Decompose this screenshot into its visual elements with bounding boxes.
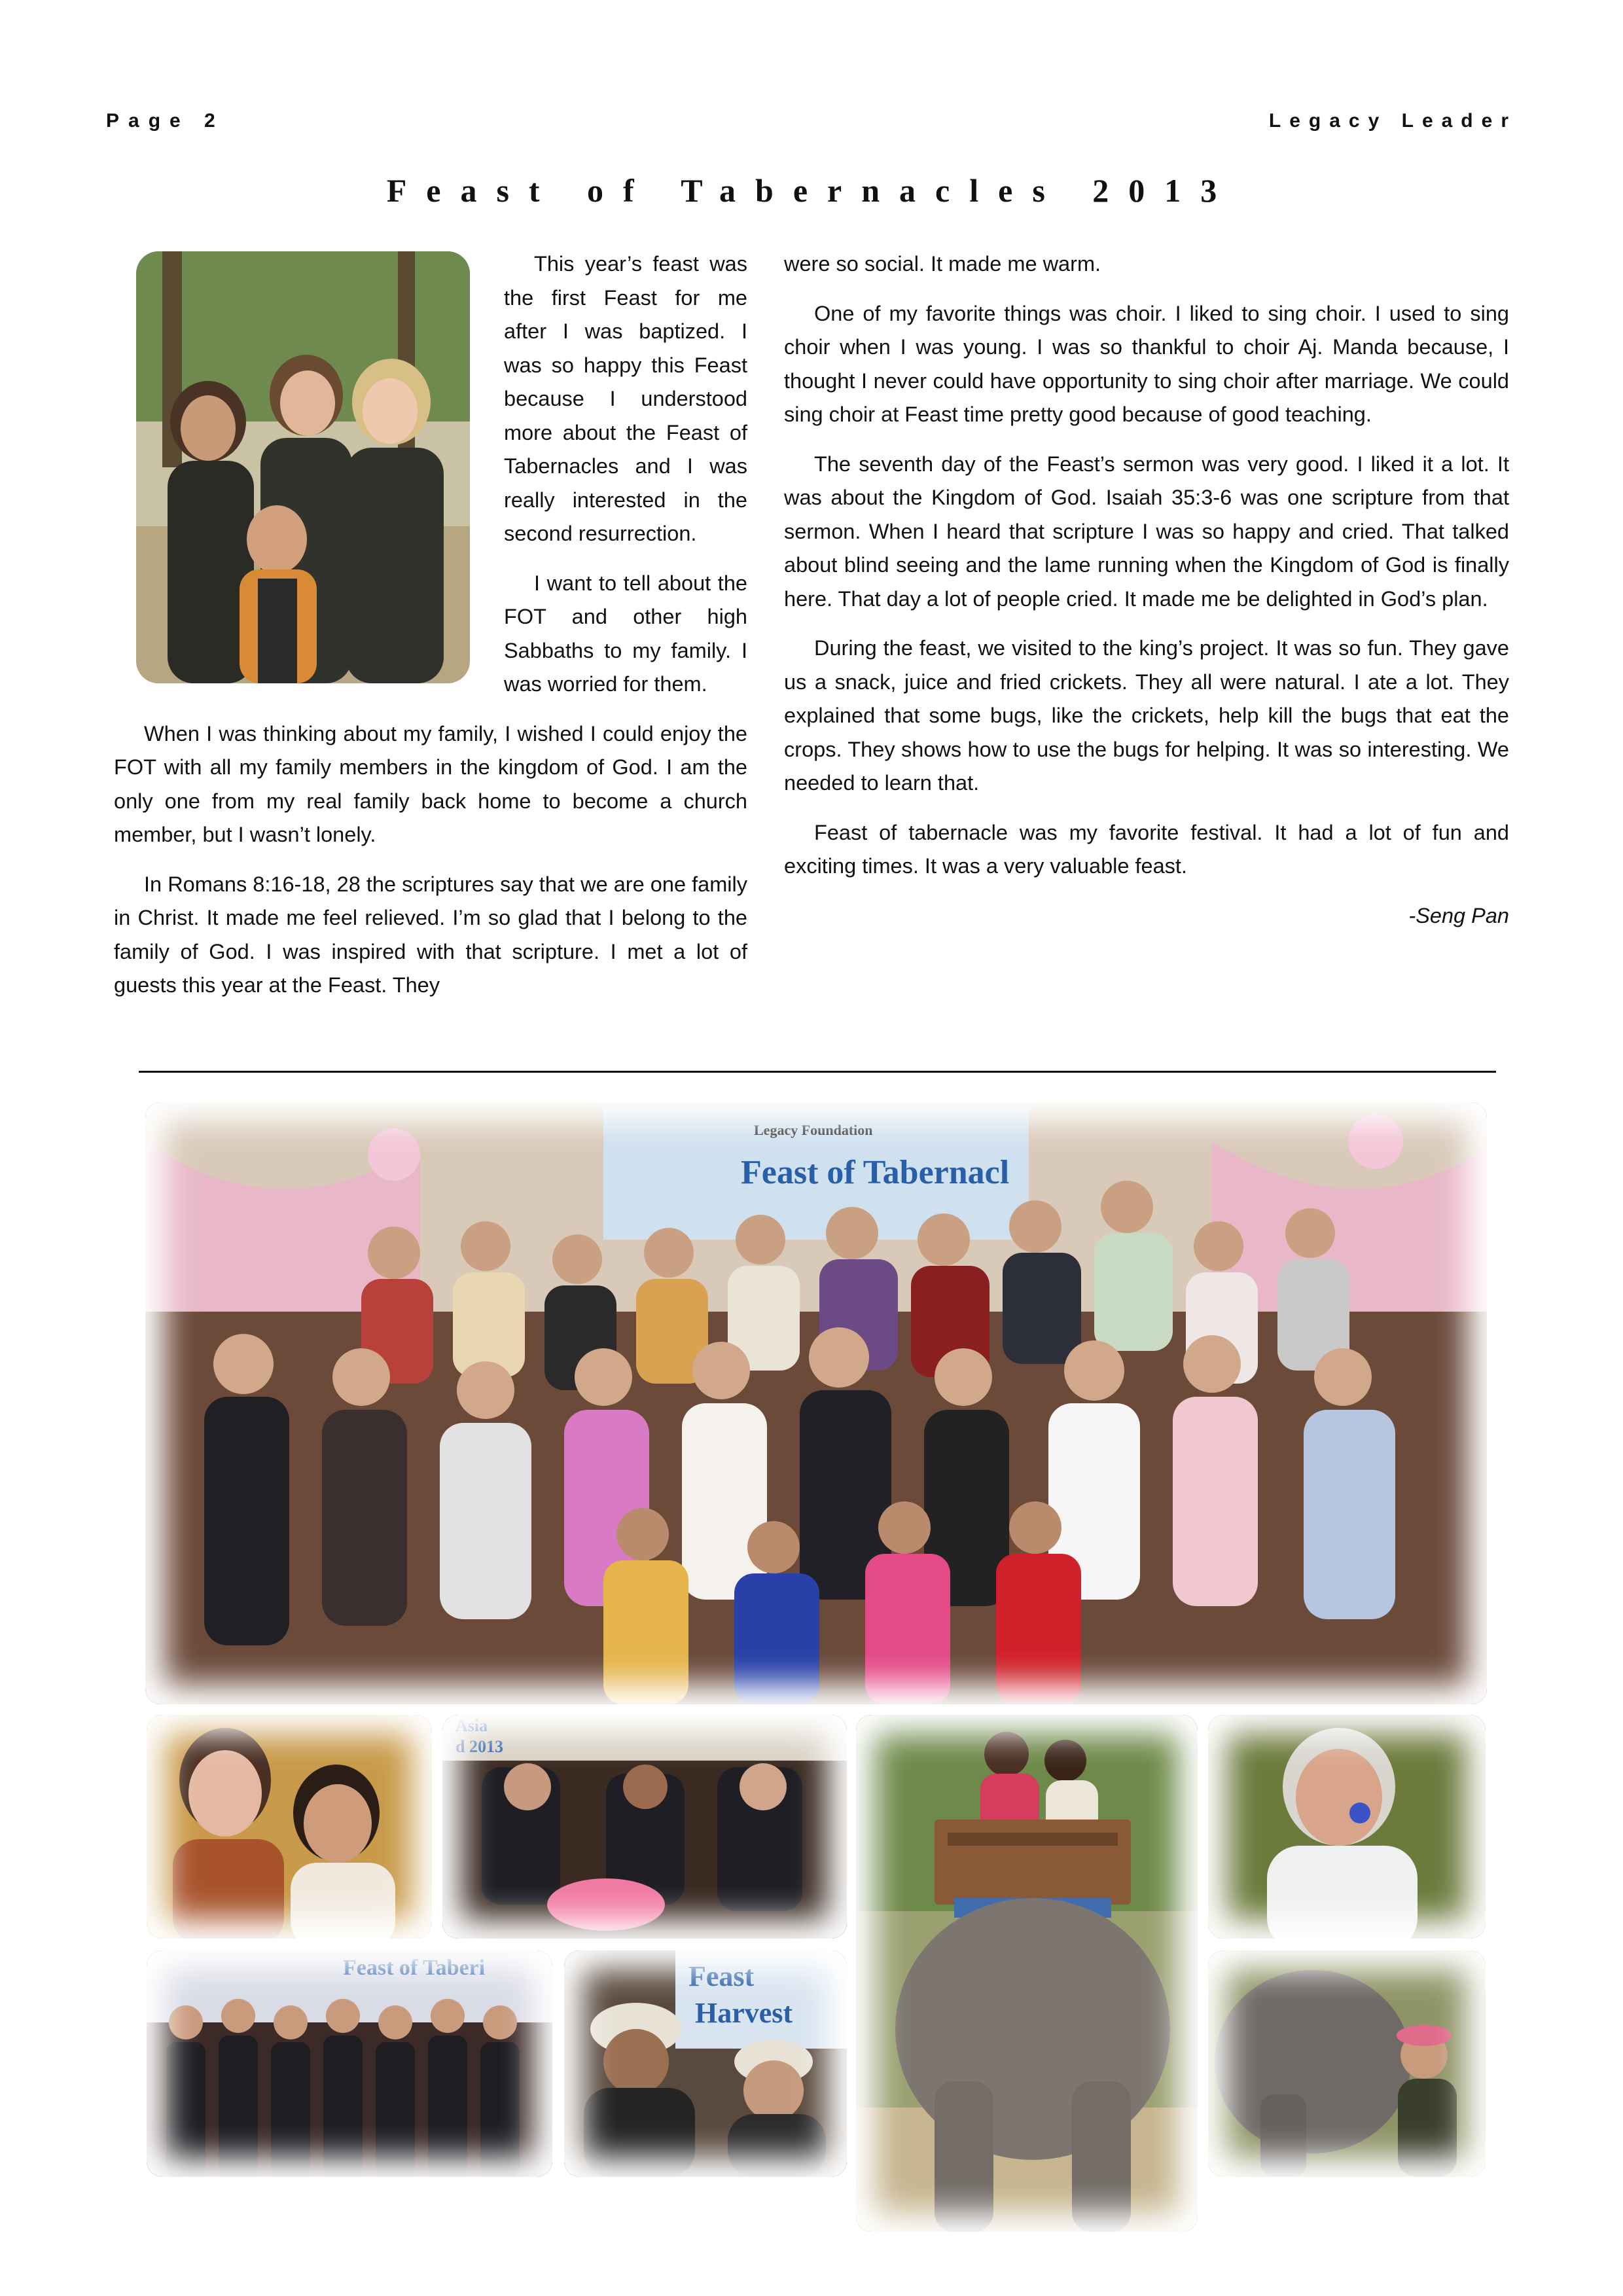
author-signature: -Seng Pan [1408, 903, 1509, 927]
right-paragraph-5: Feast of tabernacle was my favorite festival. It had a lot of fun and exciting times. It was a very valuable feast. [784, 820, 1509, 878]
right-paragraph-4: During the feast, we visited to the king’s project. It was so fun. They gave us a snack, juice and fried crickets. They all were natural. I ate a lot. They explained that some bugs, like the crickets, help kill the bugs that eat the crops. They shows how to use the bugs for helping. It was so interesting. We needed to learn that. [784, 636, 1509, 795]
left-paragraph-3: When I was thinking about my family, I wished I could enjoy the FOT with all my family members in the kingdom of God. I am the only one from my real family back home to become a church member, but I wasn’t lonely. [114, 721, 747, 846]
article-left-column [114, 247, 747, 1018]
photo-elephant-girl [1208, 1950, 1486, 2177]
group-photo-illustration [145, 1102, 1487, 1704]
right-paragraph-1: were so social. It made me warm. [784, 252, 1101, 276]
photo-friends-with-boy [136, 251, 470, 683]
section-divider [139, 1071, 1496, 1073]
publication-title: Legacy Leader [1268, 110, 1517, 132]
banner-title: Feast of Tabernacl [741, 1154, 1010, 1191]
article-title: Feast of Tabernacles 2013 [386, 172, 1237, 209]
elephant-ride-illustration [856, 1715, 1198, 2232]
left-paragraph-2: I want to tell about the FOT and other high Sabbaths to my family. I was worried for them. [504, 571, 747, 696]
right-paragraph-3: The seventh day of the Feast’s sermon was very good. I liked it a lot. It was about the Kingdom of God. Isaiah 35:3-6 was one scripture from that sermon. When I heard that scripture I was so happy and cried. That talked about blind seeing and the lame running when the Kingdom of God is finally here. That day a lot of people cried. It made me be delighted in God’s plan. [784, 452, 1509, 611]
left-paragraph-4: In Romans 8:16-18, 28 the scriptures say that we are one family in Christ. It made me feel relieved. I’m so glad that I belong to the family of God. I was inspired with that scripture. I met a lot of guests this year at the Feast. They [114, 872, 747, 997]
banner-organization: Legacy Foundation [754, 1122, 873, 1138]
photo-choir [147, 1950, 552, 2177]
photo-elephant-ride [856, 1715, 1198, 2232]
group-photo [145, 1102, 1487, 1704]
photo-ceremony [442, 1715, 847, 1939]
choir-illustration [147, 1950, 552, 2177]
friends-photo-illustration [136, 251, 470, 683]
harvest-banner-line1: Feast [688, 1960, 755, 1992]
page-number: Page 2 [106, 110, 224, 132]
photo-elderly-woman [1208, 1715, 1486, 1939]
elephant-girl-illustration [1208, 1950, 1486, 2177]
photo-two-women [147, 1715, 432, 1939]
harvest-banner-line2: Harvest [695, 1997, 793, 2029]
harvest-illustration [564, 1950, 847, 2177]
choir-banner: Feast of Taberi [343, 1956, 486, 1980]
ceremony-banner-line2: d 2013 [455, 1737, 503, 1756]
right-paragraph-2: One of my favorite things was choir. I liked to sing choir. I used to sing choir when I was young. I was so thankful to choir Aj. Manda because, I thought I never could have opportunity to sing choir after marriage. We could sing choir at Feast time pretty good because of good teaching. [784, 301, 1509, 426]
photo-harvest-chefs [564, 1950, 847, 2177]
article-right-column [784, 247, 1509, 933]
two-women-illustration [147, 1715, 432, 1939]
ceremony-illustration [442, 1715, 847, 1939]
left-paragraph-1: This year’s feast was the first Feast for me after I was baptized. I was so happy this Feast because I understood more about the Feast of Tabernacles and I was really interested in the second resurrection. [504, 252, 747, 545]
elderly-woman-illustration [1208, 1715, 1486, 1939]
ceremony-banner-line1: Asia [455, 1716, 488, 1735]
